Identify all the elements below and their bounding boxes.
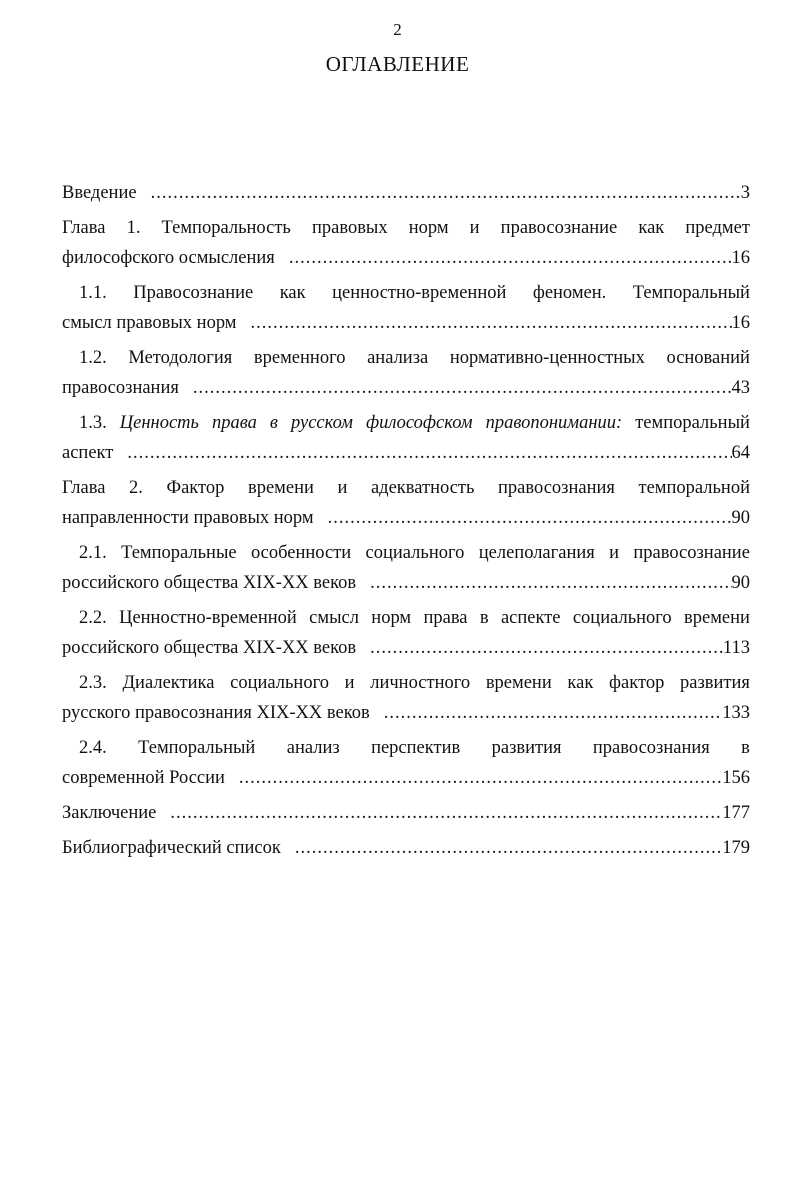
dot-leader [151,178,741,208]
toc-word: Темпоральные [121,543,237,563]
toc-entry-leader-line [62,833,750,863]
page-number: 2 [393,20,402,39]
toc-word: социального [365,543,465,563]
toc-entry-page: 16 [731,248,750,268]
toc-entry-leader-line [62,503,750,533]
toc-word: и [344,673,355,693]
toc-word: и [337,478,348,498]
toc-entry-label: Библиографический список [62,838,281,858]
dot-leader [251,308,732,338]
toc-entry-page: 3 [740,183,750,203]
toc-entry-page: 177 [722,803,750,823]
toc-word: развития [680,673,750,693]
toc-word: Правосознание [133,283,254,303]
toc-word: временного [253,348,346,368]
toc-word: 1.1. [79,283,107,303]
toc-word: в [741,738,750,758]
toc-word: 2. [129,478,143,498]
toc-entry-first-line [62,213,750,243]
toc-word: целеполагания [478,543,595,563]
toc-word: Ценностно-временной [119,608,297,628]
toc-entry-first-line [62,473,750,503]
toc-entry-first-line [62,603,750,633]
toc-entry [62,343,750,403]
toc-entry-page: 16 [731,313,750,333]
toc-word: перспектив [371,738,461,758]
toc-word: права [211,413,257,433]
toc-entry-page: 43 [731,378,750,398]
toc-word: правосознания [592,738,710,758]
toc-word: 1. [126,218,141,238]
toc-entry-label: русского правосознания XIX-XX веков [62,703,370,723]
toc-entry-leader-line [62,308,750,338]
toc-word: 2.1. [79,543,107,563]
toc-word: правосознание [500,218,618,238]
toc-word: в [479,608,489,628]
dot-leader [170,798,722,828]
toc-word: смысл [309,608,359,628]
toc-entry-leader-line [62,568,750,598]
toc-word: времени [485,673,552,693]
toc-entry [62,798,750,828]
toc-word: феномен. [532,283,607,303]
toc-entry-label: смысл правовых норм [62,313,237,333]
toc-entry-leader-line [62,698,750,728]
toc-word: оснований [666,348,750,368]
toc-word: как [279,283,306,303]
toc-entry-leader-line [62,633,750,663]
dot-leader [370,633,723,663]
toc-entry-label: направленности правовых норм [62,508,314,528]
toc-entry-leader-line [62,763,750,793]
toc-word: социального [230,673,329,693]
toc-entry-page: 156 [722,768,750,788]
toc-word: Темпоральный [138,738,256,758]
dot-leader [384,698,723,728]
toc-entry-first-line [62,668,750,698]
toc-word: анализа [367,348,429,368]
toc-word: правопонимании: [485,413,623,433]
dot-leader [193,373,732,403]
toc-entry [62,213,750,273]
dot-leader [289,243,732,273]
toc-entry-label: российского общества XIX-XX веков [62,573,357,593]
toc-entry [62,473,750,533]
toc-word: и [609,543,619,563]
toc-word: норм [371,608,412,628]
toc-word: нормативно-ценностных [449,348,645,368]
toc-word: Методология [128,348,233,368]
toc-word: анализ [286,738,340,758]
toc-entry-label: философского осмысления [62,248,275,268]
toc-entry-label: Заключение [62,803,157,823]
toc-entry-leader-line [62,178,750,208]
toc-entry-first-line [62,538,750,568]
toc-word: права [423,608,468,628]
toc-entry-leader-line [62,243,750,273]
page-title: ОГЛАВЛЕНИЕ [325,52,470,76]
toc-entry-first-line [62,733,750,763]
toc-word: в [269,413,278,433]
toc-entry-label: современной России [62,768,225,788]
toc-entry-label: российского общества XIX-XX веков [62,638,357,658]
toc-entry-page: 113 [722,638,750,658]
toc-word: темпоральный [635,413,750,433]
toc-word: времени [684,608,750,628]
toc-entry-leader-line [62,798,750,828]
toc-word: темпоральной [638,478,750,498]
table-of-contents [62,178,750,868]
toc-word: Глава [62,478,106,498]
toc-entry-page: 179 [722,838,750,858]
dot-leader [127,438,731,468]
toc-word: фактор [609,673,665,693]
toc-word: правовых [311,218,388,238]
toc-entry-leader-line [62,373,750,403]
toc-word: философском [365,413,473,433]
dot-leader [239,763,722,793]
toc-entry [62,603,750,663]
toc-entry-page: 133 [722,703,750,723]
toc-word: социального [572,608,672,628]
toc-word: и [469,218,480,238]
toc-word: адекватность [370,478,475,498]
toc-entry-page: 90 [731,573,750,593]
toc-word: личностного [370,673,471,693]
toc-word: Фактор [166,478,225,498]
toc-word: Глава [62,218,106,238]
toc-entry-page: 64 [731,443,750,463]
toc-word: 2.4. [79,738,107,758]
dot-leader [328,503,732,533]
toc-word: 1.2. [79,348,107,368]
toc-entry [62,833,750,863]
toc-entry-first-line [62,278,750,308]
toc-word: особенности [250,543,352,563]
toc-word: как [638,218,665,238]
toc-entry-first-line [62,343,750,373]
toc-word: 1.3. [79,413,107,433]
toc-word: времени [247,478,314,498]
toc-word: предмет [685,218,750,238]
toc-word: Диалектика [122,673,215,693]
toc-word: 2.2. [79,608,107,628]
toc-entry-leader-line [62,438,750,468]
toc-word: ценностно-временной [332,283,507,303]
toc-entry [62,278,750,338]
toc-word: норм [408,218,449,238]
toc-entry [62,408,750,468]
toc-word: Ценность [119,413,199,433]
toc-word: правосознание [633,543,750,563]
toc-word: аспекте [500,608,561,628]
toc-word: правосознания [498,478,615,498]
toc-word: русском [290,413,353,433]
toc-entry-label: аспект [62,443,114,463]
toc-entry-label: Введение [62,183,137,203]
toc-entry-page: 90 [731,508,750,528]
toc-word: 2.3. [79,673,107,693]
toc-entry-first-line [62,408,750,438]
toc-entry-label: правосознания [62,378,179,398]
toc-word: как [567,673,594,693]
toc-entry [62,668,750,728]
toc-word: Темпоральный [632,283,750,303]
toc-word: развития [491,738,562,758]
toc-word: Темпоральность [161,218,291,238]
dot-leader [295,833,722,863]
toc-entry [62,178,750,208]
toc-entry [62,538,750,598]
toc-entry [62,733,750,793]
dot-leader [370,568,731,598]
